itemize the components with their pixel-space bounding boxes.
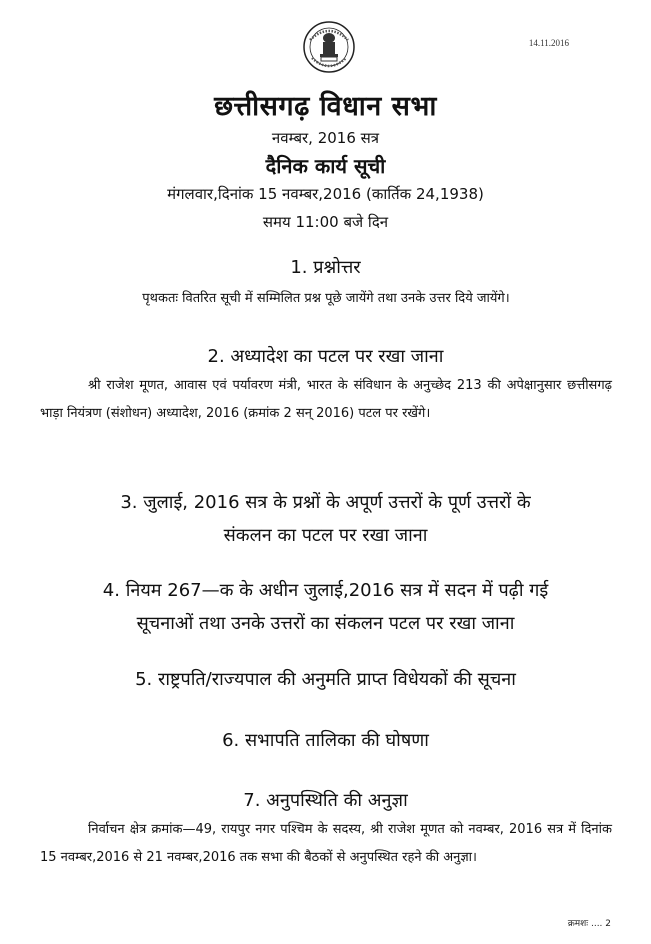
- section-4-heading-line1: 4. नियम 267—क के अधीन जुलाई,2016 सत्र में सदन में पढ़ी गई: [102, 580, 549, 601]
- section-1-text: पृथकतः वितरित सूची में सम्मिलित प्रश्न पूछे जायेंगे तथा उनके उत्तर दिये जायेंगे।: [142, 291, 510, 306]
- date-stamp: 14.11.2016: [528, 38, 569, 48]
- section-2-text: श्री राजेश मूणत, आवास एवं पर्यावरण मंत्री, भारत के संविधान के अनुच्छेद 213 की अपेक्षानुसार छत्तीसगढ़ भाड़ा नियंत्रण (संशोधन) अध्यादेश, 2016 (क्रमांक 2 सन् 2016) पटल पर रखेंगे।: [40, 378, 612, 421]
- continued-marker: क्रमशः .... 2: [567, 919, 611, 929]
- assembly-title: छत्तीसगढ़ विधान सभा: [214, 91, 437, 122]
- section-6-heading: 6. सभापति तालिका की घोषणा: [222, 730, 429, 751]
- date-line: मंगलवार,दिनांक 15 नवम्बर,2016 (कार्तिक 24,1938): [167, 185, 484, 203]
- section-2-heading: 2. अध्यादेश का पटल पर रखा जाना: [207, 346, 444, 367]
- section-3-heading-line1: 3. जुलाई, 2016 सत्र के प्रश्नों के अपूर्ण उत्तरों के पूर्ण उत्तरों के: [120, 492, 531, 513]
- section-1-heading: 1. प्रश्नोत्तर: [290, 257, 361, 278]
- time-line: समय 11:00 बजे दिन: [262, 213, 389, 231]
- section-7-heading: 7. अनुपस्थिति की अनुज्ञा: [243, 790, 408, 811]
- document-title: दैनिक कार्य सूची: [265, 154, 386, 178]
- section-3-heading-line2: संकलन का पटल पर रखा जाना: [223, 525, 428, 546]
- session-line: नवम्बर, 2016 सत्र: [271, 129, 380, 147]
- section-4-heading-line2: सूचनाओं तथा उनके उत्तरों का संकलन पटल पर रखा जाना: [136, 613, 515, 634]
- state-emblem-seal-icon: [302, 20, 356, 84]
- section-7-text: निर्वाचन क्षेत्र क्रमांक—49, रायपुर नगर पश्चिम के सदस्य, श्री राजेश मूणत को नवम्बर, 2016 सत्र में दिनांक 15 नवम्बर,2016 से 21 नवम्बर,2016 तक सभा की बैठकों से अनुपस्थित रहने की अनुज्ञा।: [40, 822, 612, 865]
- section-5-heading: 5. राष्ट्रपति/राज्यपाल की अनुमति प्राप्त विधेयकों की सूचना: [135, 669, 516, 690]
